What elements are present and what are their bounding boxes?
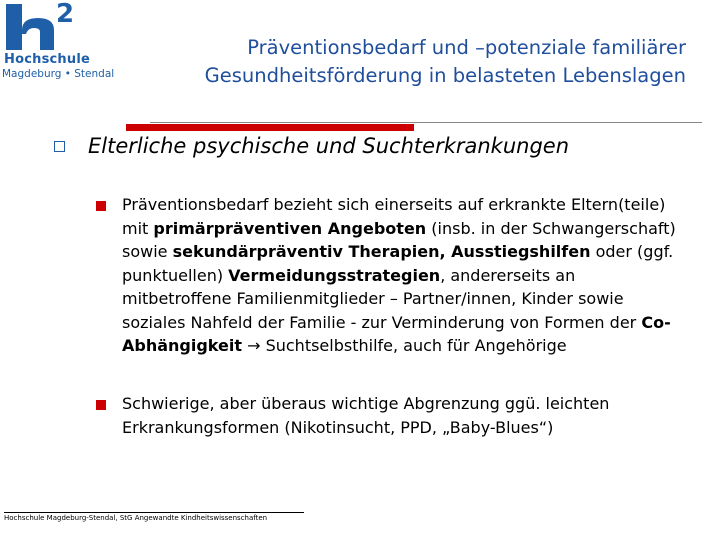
bullet-1-text-c: oder (ggf. punktuellen)	[122, 242, 674, 285]
bullet-1-bold-a: primärpräventiven Angeboten	[153, 218, 427, 238]
bullet-item-2	[122, 392, 682, 439]
footer-text: Hochschule Magdeburg-Stendal, StG Angewandte Kindheitswissenschaften	[4, 514, 268, 522]
bullet-1-text-a: Präventionsbedarf bezieht sich einerseits auf erkrankte Eltern(teile) mit	[122, 195, 666, 238]
bullet-1-bold-c: Vermeidungsstrategien	[228, 265, 441, 285]
hochschule-logo	[0, 0, 125, 95]
bullet-1-bold-d: Co-Abhängigkeit	[122, 312, 671, 355]
hollow-square-icon	[54, 141, 65, 152]
arrow-right-icon: →	[242, 336, 266, 355]
title-divider	[150, 122, 702, 123]
title-line-2: Gesundheitsförderung in belasteten Lebenslagen	[204, 64, 686, 87]
logo-superscript: 2	[56, 0, 75, 29]
slide-title	[126, 34, 686, 90]
logo-name: Hochschule	[4, 52, 90, 67]
red-square-bullet-icon	[96, 201, 106, 211]
bullet-2-text: Schwierige, aber überaus wichtige Abgrenzung ggü. leichten Erkrankungsformen (Nikotinsucht, PPD, „Baby-Blues“)	[122, 394, 610, 437]
bullet-1-text-b: (insb. in der Schwangerschaft) sowie	[122, 218, 676, 261]
logo-subtitle: Magdeburg • Stendal	[2, 68, 115, 80]
bullet-1-text-e: Suchtselbsthilfe, auch für Angehörige	[265, 336, 567, 355]
title-line-1: Präventionsbedarf und –potenziale familiärer	[247, 36, 686, 59]
footer-divider	[4, 512, 304, 513]
section-heading: Elterliche psychische und Suchterkrankungen	[88, 134, 570, 158]
red-square-bullet-icon	[96, 400, 106, 410]
h2-logo-mark-icon	[0, 0, 125, 60]
bullet-item-1	[122, 193, 682, 358]
accent-bar	[126, 124, 414, 131]
bullet-1-bold-b: sekundärpräventiv Therapien, Ausstiegshilfen	[172, 242, 591, 261]
bullet-1-text-d: , andererseits an mitbetroffene Familienmitglieder – Partner/innen, Kinder sowie soziales Nahfeld der Familie - zur Verminderung von Formen der	[122, 265, 642, 332]
